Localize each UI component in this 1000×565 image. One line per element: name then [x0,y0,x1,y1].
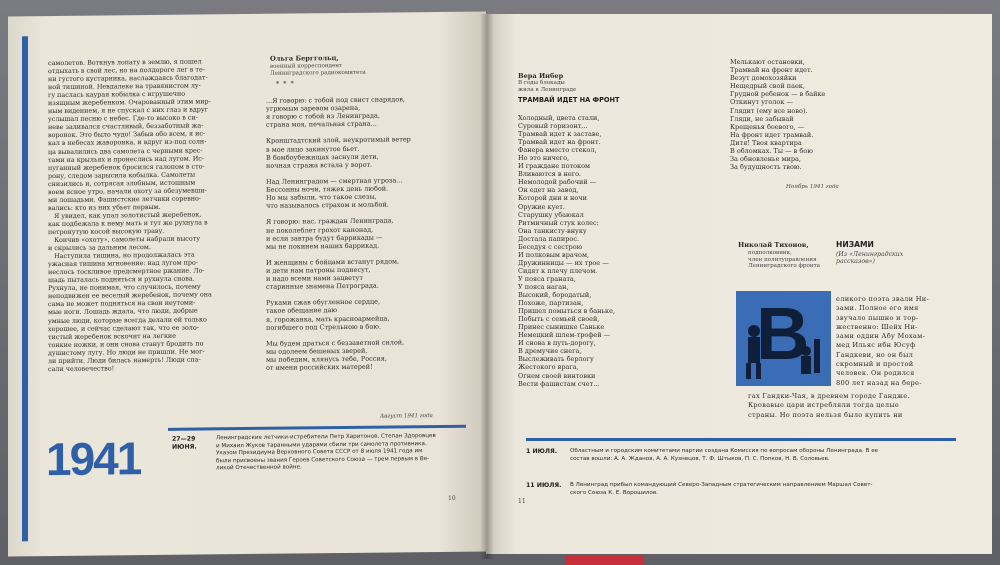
text-line: мые ноги. Лошадь ждала, что люди, добрые [48,306,198,317]
text-line: ...Я говорю: с тобой под свист снарядов, [266,95,405,105]
text-line: Ленинградские летчики-истребители Петр Харитонов, Степан Здоровцев [216,433,436,442]
nizami-text-below [748,392,910,420]
right-chronicle-rule [526,438,956,441]
text-line: военный корреспондент [270,63,343,70]
text-line: мы победим, клянусь тебе, Россия, [266,354,387,364]
text-line: петронутую косой высокую траву. [48,226,165,237]
text-line: звучало пышно и тор- [836,313,919,322]
text-line: я, горожанка, мать красноармейца, [266,314,390,324]
text-line: воронок. Это было чудо! Забыв обо всем, я ис- [48,129,206,140]
text-line: Принес сынишке Саньке [518,323,605,332]
text-line: неслось тоскливое предсмертное ржание. Ло- [48,266,205,277]
text-line: рону, следом зарысила кобылка. Самолеты [48,170,196,180]
text-line: Суровый горизонт... [518,122,588,131]
text-line: ми лошадьми. Фашистские летчики соревно- [48,194,202,204]
poem-date: Август 1941 года [380,413,433,420]
text-line: В Ленинград прибыл командующий Северо-Западным стратегическим направлением Маршал Совет- [570,482,873,488]
right-chronicle [526,448,966,504]
text-line: У пояса граната, [518,274,576,283]
text-line: На фронт идет трамвай. [730,130,814,139]
text-line: сали человечество! [48,364,115,373]
text-line: Выслеживать берлогу [518,355,594,364]
text-line: отдыхать в свой лес, но на полдороге лег в те- [48,65,205,76]
poem-author-role [270,63,366,77]
chronicle-entry [526,482,966,504]
text-line: рассказов») [836,258,875,266]
text-line: И снова в путь-дорогу, [518,339,596,348]
poem-body [266,95,411,372]
text-line: Нещедрый свой паек, [730,82,805,91]
text-line: и дети нам патроны поднесут, [266,265,371,275]
text-line: и Михаил Жуков таранными ударами сбили три самолета противника. [216,440,427,449]
text-line: В бомбоубежищах заснули дети, [266,152,379,162]
text-line: и если завтра будут баррикады — [266,233,383,243]
text-line: Наступила тишина, но продолжалась эта [48,250,195,261]
text-line: старинные знамена Петрограда. [266,281,379,291]
nizami-author: Николай Тихонов, [738,241,809,249]
chronicle-entry [526,448,966,482]
text-line: Старушку убаюкал [518,210,584,219]
text-line: зами оддин Абу Мохам- [836,332,926,341]
text-line: самолетов. Воткнув лопату в землю, я пошел [48,57,202,68]
book-gutter [480,14,494,559]
text-line: состав вошли: А. А. Жданов, А. А. Кузнецов, Т. Ф. Штыков, П. С. Попков, Н. В. Соловьев. [570,455,830,462]
tram-poem-continued [730,58,825,171]
text-line: (Из «Ленинградских [836,251,904,258]
text-line: Руками сжав обугленное сердце, [266,297,381,308]
text-line: как подбежала к нему мать и тут же рухнула в [48,218,208,229]
text-line: Но это ничего, [518,154,570,163]
dropcap-illustration [736,291,831,386]
text-line: Побыть с семьей своей, [518,315,600,324]
text-line: хорошее, и сейчас сделают так, что ее золо- [48,323,199,333]
text-line: Ритмичный стук колес: [518,218,599,227]
text-line: Везут домохозяйки [730,74,797,83]
page-number-left: 10 [448,494,456,502]
text-line: неподвижен ее веселый жеребенок, почему она [48,290,212,301]
text-line: душистому лугу. Но люди не пришли. Не мог- [48,347,205,357]
text-line: были присвоены звания Героев Советского Союза — трем первым в Ве- [216,455,430,465]
text-line: такое обещание даю [266,306,338,316]
text-line: Мелькают остановки, [730,58,805,66]
tram-poem-author-role [518,80,576,93]
text-line: Похоже, партизан, [518,299,584,308]
chronicle-entry-text [570,482,873,497]
nizami-author-role [748,250,820,270]
text-line: Немолодой рабочий — [518,178,597,187]
text-line: член политуправления [748,256,817,263]
text-line: Но мы забыли, что такое слезы, [266,192,377,202]
text-line: что называлось страхом и мольбой. [266,200,389,211]
text-line: Вливаются в него. [518,170,582,179]
text-line: ского Союза К. Е. Ворошилов. [570,489,658,496]
chronicle-date: 27—29 ИЮНЯ. [172,435,197,451]
text-line: Дитя! Твоя квартира [730,138,802,147]
text-line: погибшего под Стрельною в бою. [266,322,381,332]
text-line: жественно: Шейх Ни- [836,322,918,331]
text-line: еликого поэта звали Ни- [836,295,930,303]
text-line: Оружие кует. [518,202,565,211]
open-book [8,14,998,562]
text-line: страны. Но поэта нельзя было купить ни [748,410,903,419]
text-line: ли прийти. Люди билась намерть! Люди спа- [48,355,201,365]
chronicle-rule [168,425,466,431]
text-line: Рухнула, не понимая, что случилось, почему [48,282,201,293]
text-line: Я говорю: нас, граждан Ленинграда, [266,216,394,227]
text-line: Гляди, не забывай [730,114,794,123]
text-line: И граждане потоком [518,162,591,171]
text-line: Указом Президиума Верховного Совета СССР от 8 июля 1941 года им [216,448,423,457]
text-line: тонкие ножки, и они снова станут бродить по [48,339,204,349]
text-line: кал в небесах жаворонка, и вдруг из-под солн- [48,137,207,148]
text-line: скромный и простой [836,360,914,369]
nizami-text-beside [836,295,929,388]
text-line: Сидят к плечу плечом. [518,266,598,275]
text-line: воем ясное утро, начали охоту за обезумевши- [48,186,207,196]
text-line: У пояса наган, [518,282,569,291]
text-line: Огнем своей винтовки [518,371,596,380]
text-line: снизились и, сотрясая злобным, истошным [48,178,196,188]
nizami-subtitle [836,251,903,266]
text-line: Вести фашистам счет... [518,379,600,388]
text-line: Трамвай идет к заставе, [518,130,602,139]
text-line: Глядит (ему все ново). [730,106,808,115]
text-line: ца вывалились два самолета с черными крес- [48,145,203,156]
text-line: страна моя, печальная страна... [266,119,377,130]
text-line: За обновленье мира, [730,155,801,164]
text-line: Дружинницы — их трое — [518,258,609,267]
text-line: Бессонны ночи, тяжек день любой. [266,184,389,194]
tram-poem-author: Вера Инбер [518,72,564,80]
text-line: мы не покинем наших баррикад. [266,241,380,251]
text-line: В годы блокады [518,80,565,86]
text-line: тами на крыльях и пронеслись над лугом. Ис- [48,154,204,164]
text-line: и скрылись за дальним лесом. [48,243,151,253]
page-number-right: 11 [518,498,526,505]
text-line: шадь пыталась подняться и рухнула снова. [48,274,195,285]
text-line: Гандкеви, но он был [836,350,914,359]
prose-column [48,57,212,373]
text-line: ночная стража встала у ворот. [266,160,373,170]
red-ribbon [566,555,644,565]
text-line: Ленинградского радиокомитета [270,69,366,77]
chronicle-entry-text [570,448,878,463]
chronicle-text [216,433,436,473]
text-line: изящным жеребенком. Очарованный этим мир- [48,97,211,108]
text-line: Он едет на завод, [518,186,579,195]
text-line: Беседуя с сестрою [518,242,583,251]
text-line: Над Ленинградом — смертная угроза... [266,176,403,186]
text-line: Холодный, цвета стали, [518,114,600,122]
text-line: гу паслась каурая кобылка с игрушечно [48,89,186,100]
text-line: ной тишиной. Невдалеке на травянистом лу- [48,81,201,92]
text-line: 800 лет назад на бере- [836,378,922,387]
text-line: умные люди, которые всегда делали ей только [48,314,207,325]
chronicle-entry-date: 11 ИЮЛЯ. [526,482,562,489]
text-line: неве заливался счастливый, беззаботный жа- [48,121,204,132]
text-line: сама не может подняться на свои неутоми- [48,298,196,309]
text-line: ным видением, я не спускал с них глаз и вдруг [48,105,208,116]
text-line: подполковник, [748,250,792,256]
text-line: В дремучие снега, [518,347,582,356]
chronicle-entry-date: 1 ИЮЛЯ. [526,448,558,455]
text-line: Трамвай на фронт идет. [730,66,813,75]
poem-author: Ольга Берггольц, [270,54,339,63]
text-line: тистый жеребенок вскочит на легкие [48,331,176,341]
tram-poem-title: ТРАМВАЙ ИДЕТ НА ФРОНТ [518,96,620,104]
text-line: услышал песню с небес. Где-то высоко в си- [48,113,198,124]
text-line: И женщины с бойцами встанут рядом, [266,257,400,267]
nizami-title: НИЗАМИ [836,240,874,249]
text-line: жила в Ленинграде [518,86,577,93]
text-line: Кончив «охоту», самолеты набрали высоту [48,234,201,245]
text-line: и надо всеми нами зацветут [266,273,363,283]
text-line: зами. Полное его имя [836,304,919,313]
text-line: Высокий, бородатый, [518,291,592,300]
text-line: Фанера вместо стекол, [518,146,597,155]
text-line: Крещенья боевого, — [730,122,805,131]
text-line: мед Ильяс ибн Юсуф [836,341,916,350]
text-line: В обломках. Ты — в бою [730,147,813,156]
text-line: Немецкий шлем-трофей — [518,331,611,340]
text-line: Грудной ребенок — в байке [730,90,826,99]
text-line: ужасная тишина мгновение: над лугом про- [48,258,198,269]
dropcap-letter: В [756,292,810,375]
text-line: гах Гандки-Чая, в древнем городе Гандже. [748,392,910,400]
text-line: вались: кто из них убьет первым. [48,202,161,212]
text-line: в мое лицо закинутое бьет. [266,144,360,154]
text-line: я говорю с тобой из Ленинграда, [266,111,380,121]
text-line: Трамвай идет на фронт. [518,138,601,147]
text-line: Пришел помыться в баньке, [518,307,616,316]
left-margin-blue-bar [22,36,28,541]
text-line: ни густого кустарника, наслаждаясь благодат- [48,73,208,84]
text-line: не поколеблет грохот канонад, [266,225,374,235]
text-line: Кронштадтский злой, неукротимый ветер [266,135,411,146]
left-page [8,11,486,556]
text-line: человек. Он родился [836,369,915,378]
text-line: угрюмым заревом озарена, [266,103,361,113]
text-line: Ленинградского фронта [748,263,821,270]
right-page [486,14,992,554]
poem-stars: * * * [276,79,295,88]
text-line: За будущность твою. [730,163,802,172]
text-line: Я увидел, как упал золотистый жеребенок, [48,210,202,220]
text-line: Которой дни и ночи [518,194,587,203]
text-line: Мы будем драться с беззаветной силой, [266,338,405,348]
text-line: от имени российских матерей! [266,362,373,372]
text-line: пуганный жеребенок бросился галопом в сто- [48,162,205,172]
text-line: Она танкисту-внуку [518,226,587,235]
text-line: мы одолеем бешеных зверей, [266,346,368,356]
text-line: Областным и городским комитетами партии создана Комиссия по вопросам обороны Ленинграда. В ее [570,448,879,454]
text-line: И полковым врачом, [518,250,590,259]
text-line: ликой Отечественной войне. [216,464,302,472]
text-line: Достала папирос. [518,234,580,243]
tram-poem-body [518,114,615,388]
text-line: Кровавые цари истребляли тогда целые [748,401,900,410]
text-line: Жестокого врага, [518,363,579,372]
text-line: Откинут уголок — [730,98,793,107]
year-heading: 1941 [46,432,141,486]
tram-poem-date: Ноябрь 1941 года [786,184,839,190]
